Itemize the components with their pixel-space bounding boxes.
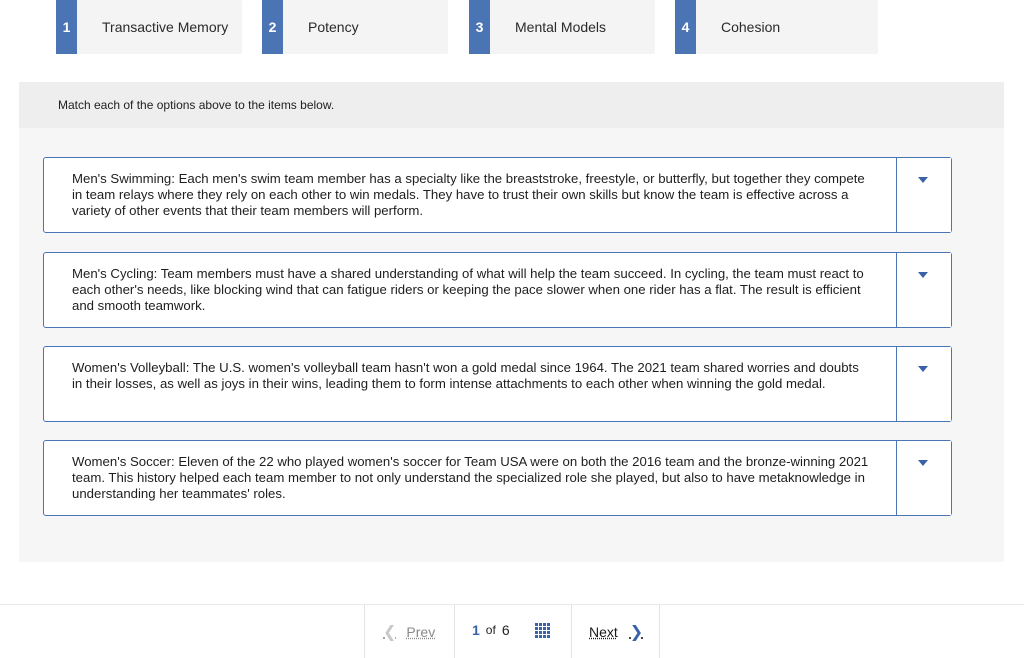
option-2[interactable] [262,0,448,54]
prev-button[interactable] [383,622,435,642]
option-4[interactable] [675,0,878,54]
option-3[interactable] [469,0,655,54]
caret-down-icon [918,366,928,372]
option-label: Mental Models [515,19,607,35]
match-dropdown[interactable] [896,253,951,327]
option-1[interactable] [56,0,242,54]
match-item [43,440,952,516]
option-label: Transactive Memory [102,19,229,35]
match-dropdown[interactable] [896,158,951,232]
chevron-right-icon: ❯ [629,624,644,641]
current-page: 1 [472,622,480,638]
option-number: 4 [675,0,696,54]
prev-label: Prev [406,624,436,640]
next-label: Next [589,624,618,640]
matching-panel [19,82,1004,562]
match-item [43,157,952,233]
nav-divider [454,605,455,658]
caret-down-icon [918,272,928,278]
match-dropdown[interactable] [896,441,951,515]
option-label: Cohesion [721,19,781,35]
option-bank [56,0,878,54]
option-number: 3 [469,0,490,54]
match-item-text: Men's Swimming: Each men's swim team member has a specialty like the breaststroke, freestyle, or butterfly, but together they compete in team relays where they rely on each other to win medals. They have to trust their own skills but know the team is effective across a variety of other events that their team members will perform. [72,171,865,218]
caret-down-icon [918,460,928,466]
of-label: of [485,623,496,637]
total-pages: 6 [501,622,510,638]
match-item [43,252,952,328]
caret-down-icon [918,177,928,183]
chevron-left-icon: ❮ [383,624,397,641]
match-item [43,346,952,422]
match-item-text: Women's Volleyball: The U.S. women's volleyball team hasn't won a gold medal since 1964. The 2021 team shared worries and doubts in their losses, as well as joys in their wins, leading them to form intense attachments to each other when winning the gold medal. [72,360,859,391]
pagination-bar [364,605,660,658]
match-dropdown[interactable] [896,347,951,421]
instruction-bar [19,82,1004,128]
match-item-text: Women's Soccer: Eleven of the 22 who played women's soccer for Team USA were on both the 2016 team and the bronze-winning 2021 team. This history helped each team member to not only understand the specialized role she played, but also to have metaknowledge in understanding her teammates' roles. [72,454,869,501]
option-number: 2 [262,0,283,54]
next-button[interactable] [589,622,643,642]
instruction-text: Match each of the options above to the items below. [58,98,335,112]
option-label: Potency [308,19,359,35]
page-indicator [472,622,510,638]
match-item-text: Men's Cycling: Team members must have a shared understanding of what will help the team succeed. In cycling, the team must react to each other's needs, like blocking wind that can fatigue riders or keeping the pace slower when one rider has a flat. The result is efficient and smooth teamwork. [72,266,864,313]
nav-divider [571,605,572,658]
grid-icon[interactable] [535,623,551,639]
option-number: 1 [56,0,77,54]
